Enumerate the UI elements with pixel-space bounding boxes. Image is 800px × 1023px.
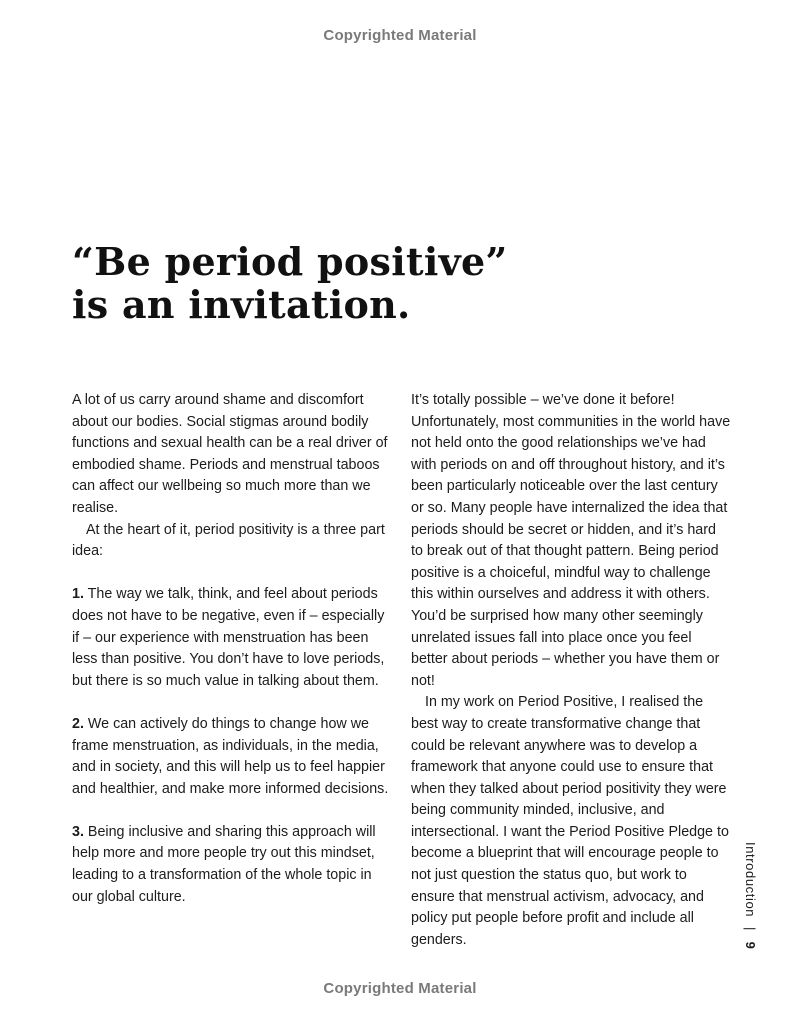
headline-line-1: “Be period positive”	[72, 239, 508, 284]
left-column	[72, 390, 394, 908]
list-item-text: Being inclusive and sharing this approach will help more and more people try out this mindset, leading to a transformation of the whole topic in our global culture.	[72, 823, 376, 905]
list-item-text: We can actively do things to change how we frame menstruation, as individuals, in the media, and in society, and this will help us to feel happier and healthier, and make more informed decisions.	[72, 715, 389, 797]
headline-line-2: is an invitation.	[72, 282, 411, 327]
three-part-idea-paragraph: At the heart of it, period positivity is a three part idea:	[72, 521, 385, 560]
section-title: Introduction	[743, 842, 758, 918]
copyright-watermark-bottom: Copyrighted Material	[323, 980, 477, 997]
intro-paragraph: A lot of us carry around shame and discomfort about our bodies. Social stigmas around bodily functions and sexual health can be a real driver of embodied shame. Periods and menstrual taboos can affect our wellbeing so much more than we realise.	[72, 392, 388, 516]
its-possible-paragraph: It’s totally possible – we’ve done it before! Unfortunately, most communities in the world have not held onto the good relationships we’ve had with periods on and off throughout history, and it’s been particularly noticeable over the last century or so. Many people have internalized the idea that periods should be secret or hidden, and it’s hard to break out of that thought pattern. Being period positive is a choiceful, mindful way to challenge this within ourselves and address it with others. You’d be surprised how many other seemingly unrelated issues fall into place once you feel better about periods – whether you have them or not!	[411, 392, 731, 689]
list-item-3	[72, 822, 394, 908]
copyright-watermark-top: Copyrighted Material	[323, 27, 477, 44]
page-headline	[72, 240, 508, 326]
running-footer	[738, 842, 758, 952]
list-item-number: 1.	[72, 586, 84, 603]
list-item-number: 3.	[72, 823, 84, 840]
list-item-2	[72, 714, 394, 800]
right-column	[411, 390, 731, 951]
list-item-text: The way we talk, think, and feel about periods does not have to be negative, even if – especially if – our experience with menstruation has been less than positive. You don’t have to love periods, but there is so much value in talking about them.	[72, 586, 385, 689]
list-item-number: 2.	[72, 715, 84, 732]
list-item-1	[72, 584, 394, 692]
footer-separator: |	[743, 927, 758, 932]
period-positive-work-paragraph: In my work on Period Positive, I realised the best way to create transformative change that could be relevant anywhere was to develop a framework that anyone could use to ensure that when they talked about period positivity they were being community minded, inclusive, and intersectional. I want the Period Positive Pledge to become a blueprint that will encourage people to not just question the status quo, but work to ensure that menstrual activism, advocacy, and policy put people before profit and include all genders.	[411, 694, 729, 948]
page-number: 9	[743, 941, 758, 950]
